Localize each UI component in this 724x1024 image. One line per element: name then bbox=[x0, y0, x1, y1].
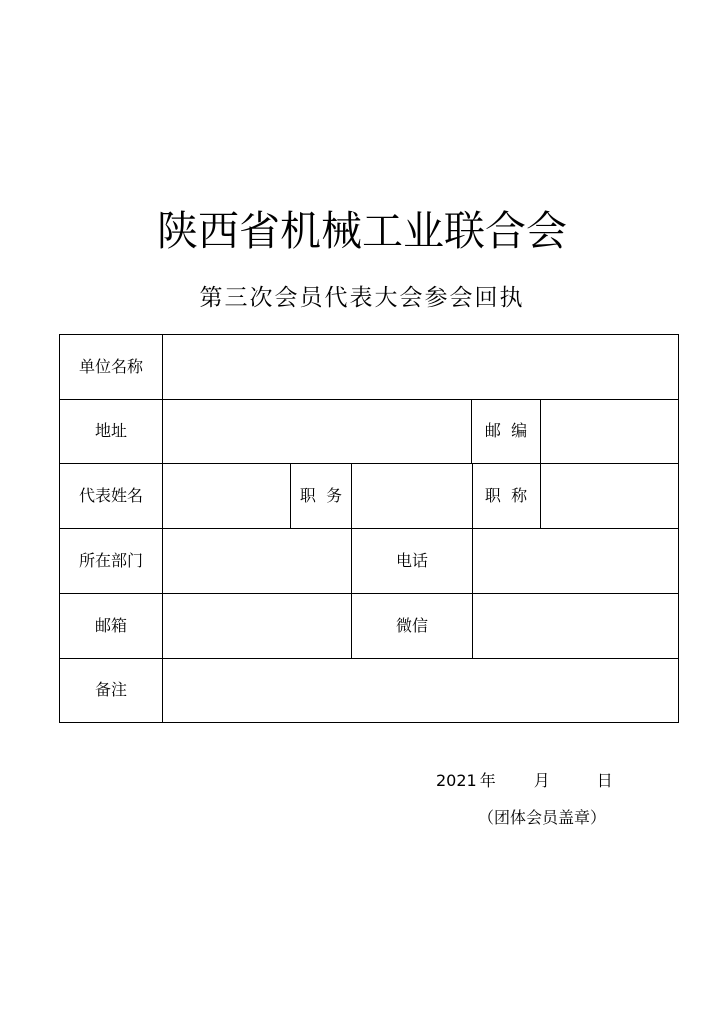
registration-form-table bbox=[59, 334, 679, 723]
remarks-label: 备注 bbox=[94, 680, 128, 699]
column-divider bbox=[290, 463, 291, 529]
date-year: 2021 bbox=[436, 771, 477, 790]
address-label: 地址 bbox=[94, 421, 128, 440]
email-label: 邮箱 bbox=[94, 616, 128, 635]
table-border-top bbox=[59, 334, 679, 335]
column-divider bbox=[472, 528, 473, 659]
table-border-bottom bbox=[59, 722, 679, 723]
wechat-label: 微信 bbox=[395, 616, 429, 635]
date-line bbox=[436, 770, 613, 792]
date-day-char: 日 bbox=[596, 771, 613, 790]
column-divider bbox=[472, 463, 473, 529]
document-subtitle: 第三次会员代表大会参会回执 bbox=[199, 285, 525, 311]
column-divider bbox=[471, 399, 472, 464]
representative-name-label: 代表姓名 bbox=[78, 486, 144, 505]
column-divider bbox=[351, 528, 352, 659]
position-label: 职 务 bbox=[299, 486, 343, 505]
column-divider bbox=[540, 463, 541, 529]
row-divider bbox=[59, 658, 679, 659]
row-divider bbox=[59, 399, 679, 400]
column-divider bbox=[540, 399, 541, 464]
date-year-char: 年 bbox=[479, 771, 496, 790]
column-divider bbox=[351, 463, 352, 529]
unit-name-label: 单位名称 bbox=[78, 357, 144, 376]
row-divider bbox=[59, 463, 679, 464]
postcode-label: 邮 编 bbox=[484, 421, 528, 440]
date-month-char: 月 bbox=[533, 771, 550, 790]
table-border-left bbox=[59, 334, 60, 723]
title-rank-label: 职 称 bbox=[484, 486, 528, 505]
document-title: 陕西省机械工业联合会 bbox=[157, 207, 567, 255]
row-divider bbox=[59, 528, 679, 529]
phone-label: 电话 bbox=[395, 551, 429, 570]
stamp-note: （团体会员盖章） bbox=[478, 808, 607, 827]
department-label: 所在部门 bbox=[78, 551, 144, 570]
label-column-divider bbox=[162, 334, 163, 723]
table-border-right bbox=[678, 334, 679, 723]
row-divider bbox=[59, 593, 679, 594]
